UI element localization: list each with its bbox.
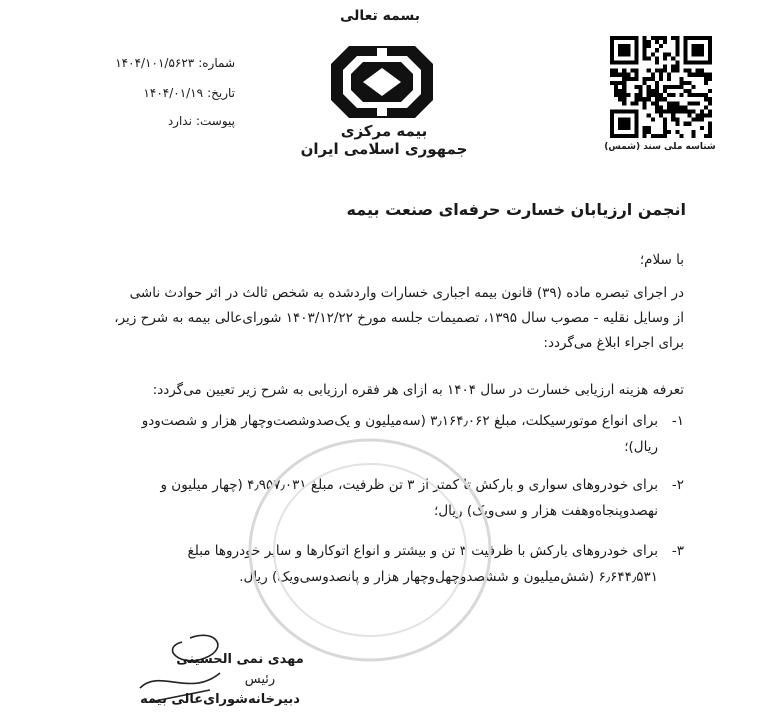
letter-number [70,56,235,70]
intro-line: از وسایل نقلیه - مصوب سال ۱۳۹۵، تصمیمات جلسه مورخ ۱۴۰۳/۱۲/۲۲ شورای‌عالی بیمه به شرح زیر، [114,310,684,326]
basmala: بسمه تعالی [339,8,421,24]
item-text: نهصدوپنجاه‌وهفت هزار و سی‌ویک) ریال؛ [434,503,658,519]
intro-line: در اجرای تبصره ماده (۳۹) قانون بیمه اجباری خسارات واردشده به شخص ثالث در اثر حوادث ناشی [129,285,684,301]
item-text: برای خودروهای سواری و بارکش تا کمتر از ۳ تن ظرفیت، مبلغ ۴٫۹۵۷٫۰۳۱ (چهار میلیون و [160,477,658,493]
signatory-name: مهدی نمی الحسینی [176,652,304,667]
tariff-item-1 [44,408,684,460]
attachment-label: پیوست: [195,114,235,128]
greeting: با سلام؛ [639,252,684,268]
item-text: برای خودروهای بارکش با ظرفیت ۳ تن و بیشتر و انواع اتوکارها و سایر خودروها مبلغ [187,543,658,559]
item-text: برای انواع موتورسیکلت، مبلغ ۳٫۱۶۴٫۰۶۲ (سه‌میلیون و یک‌صدوشصت‌وچهار هزار و شصت‌ودو [141,413,658,429]
signatory-role: رئیس [244,672,276,687]
item-text: ریال)؛ [624,439,658,455]
qr-code-icon [610,36,712,138]
attachment-value: ندارد [167,114,192,128]
central-insurance-logo-icon [327,42,437,122]
date-label: تاریخ: [207,86,235,100]
letter-attachment [70,114,235,128]
recipient: انجمن ارزیابان خسارت حرفه‌ای صنعت بیمه [346,200,686,219]
intro-paragraph [64,281,684,356]
letter-date [70,86,235,100]
item-number: ۱- [671,413,684,429]
org-name-line1: بیمه مرکزی [340,122,428,140]
org-name [300,122,468,158]
intro-line: برای اجراء ابلاغ می‌گردد: [543,335,684,351]
org-name-line2: جمهوری اسلامی ایران [300,140,468,158]
date-value: ۱۴۰۴/۰۱/۱۹ [143,86,204,100]
tariff-item-2 [44,472,684,524]
tariff-item-3 [44,538,684,590]
qr-caption: شناسه ملی سند (شمس) [604,142,716,152]
item-number: ۳- [671,543,684,559]
number-label: شماره: [198,56,235,70]
signatory-office: دبیرخانه‌شورای‌عالی بیمه [140,692,300,707]
number-value: ۱۴۰۴/۱۰۱/۵۶۲۳ [115,56,195,70]
tariff-intro: تعرفه هزینه ارزیابی خسارت در سال ۱۴۰۴ به ازای هر فقره ارزیابی به شرح زیر تعیین می‌گردد: [152,382,684,398]
item-text: ۶٫۶۴۴٫۵۳۱ (شش‌میلیون و ششصدوچهل‌وچهار هزار و پانصدوسی‌ویک) ریال. [239,569,658,585]
item-number: ۲- [671,477,684,493]
